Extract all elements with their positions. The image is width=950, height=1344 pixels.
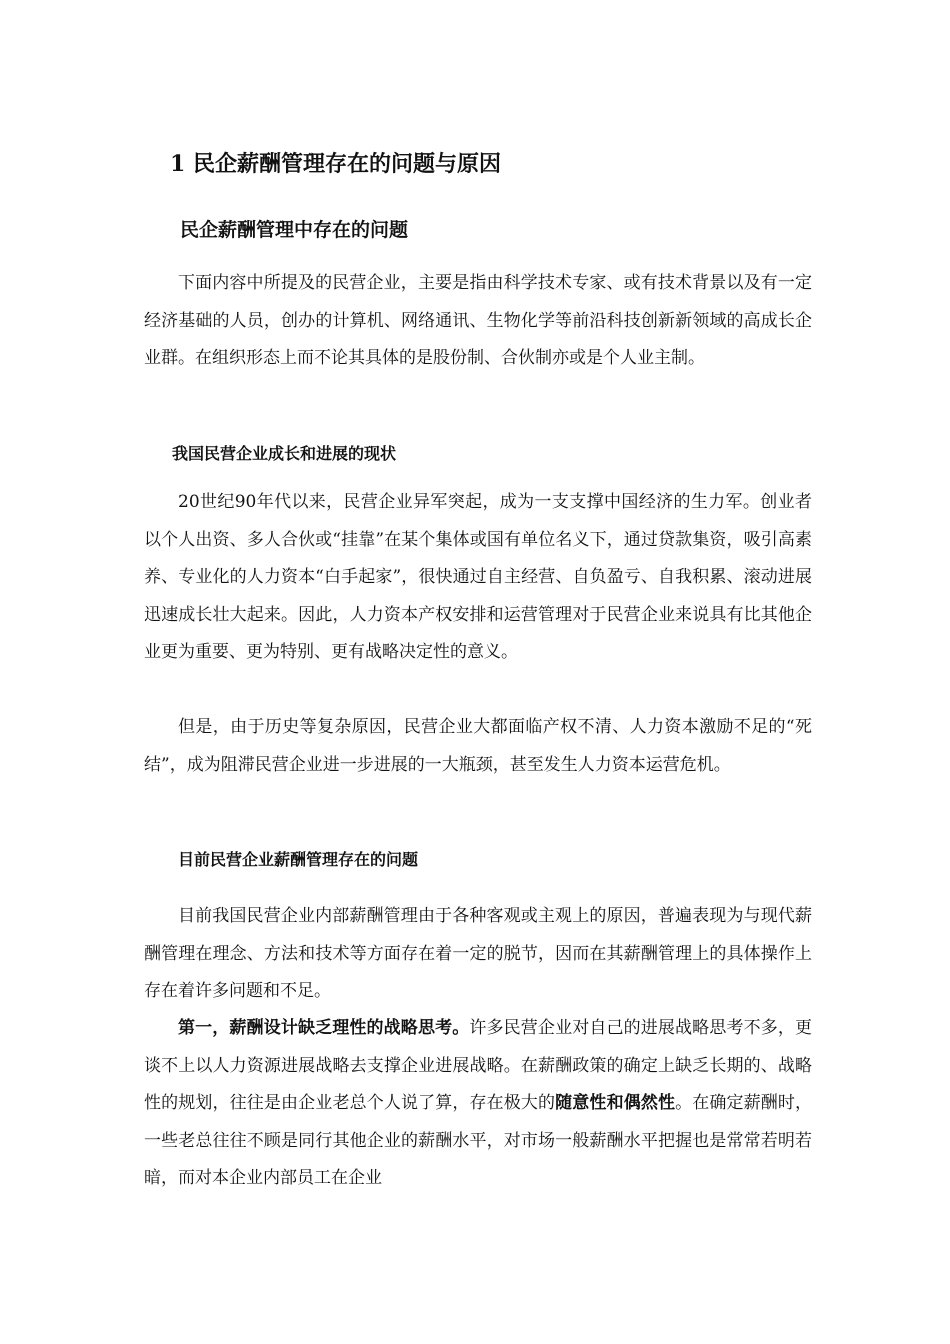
paragraph-text: 。在确定薪酬时，一些老总往往不顾是同行其他企业的薪酬水平，对市场一般薪酬水平把握也是常常若明若暗，而对本企业内部员工在企业 [144,1093,813,1188]
problems-paragraph-2 [144,1010,812,1198]
section-title: 1 民企薪酬管理存在的问题与原因 [170,151,501,177]
bold-lead-text: 第一，薪酬设计缺乏理性的战略思考。 [178,1018,470,1038]
problems-heading: 目前民营企业薪酬管理存在的问题 [178,850,419,869]
intro-paragraph: 下面内容中所提及的民营企业，主要是指由科学技术专家、或有技术背景以及有一定经济基础的人员，创办的计算机、网络通讯、生物化学等前沿科技创新新领域的高成长企业群。在组织形态上而不论其具体的是股份制、合伙制亦或是个人业主制。 [144,273,812,368]
problems-paragraph-1: 目前我国民营企业内部薪酬管理由于各种客观或主观上的原因，普遍表现为与现代薪酬管理在理念、方法和技术等方面存在着一定的脱节，因而在其薪酬管理上的具体操作上存在着许多问题和不足。 [144,906,812,1001]
section-subtitle: 民企薪酬管理中存在的问题 [180,219,409,241]
status-paragraph-1: 20世纪90年代以来，民营企业异军突起，成为一支支撑中国经济的生力军。创业者以个人出资、多人合伙或“挂靠”在某个集体或国有单位名义下，通过贷款集资，吸引高素养、专业化的人力资本“白手起家”，很快通过自主经营、自负盈亏、自我积累、滚动进展迅速成长壮大起来。因此，人力资本产权安排和运营管理对于民营企业来说具有比其他企业更为重要、更为特别、更有战略决定性的意义。 [144,492,812,662]
status-paragraph-2: 但是，由于历史等复杂原因，民营企业大都面临产权不清、人力资本激励不足的“死结”，成为阻滞民营企业进一步进展的一大瓶颈，甚至发生人力资本运营危机。 [144,717,812,775]
paragraph-text: 许多民营企业对自己的进展战略思考不多，更谈不上以人力资源进展战略去支撑企业进展战略。在薪酬政策的确定上缺乏长期的、战略性的规划，往往是由企业老总个人说了算，存在极大的 [144,1018,813,1113]
status-heading: 我国民营企业成长和进展的现状 [172,444,397,463]
bold-emphasis-text: 随意性和偶然性 [555,1093,676,1113]
